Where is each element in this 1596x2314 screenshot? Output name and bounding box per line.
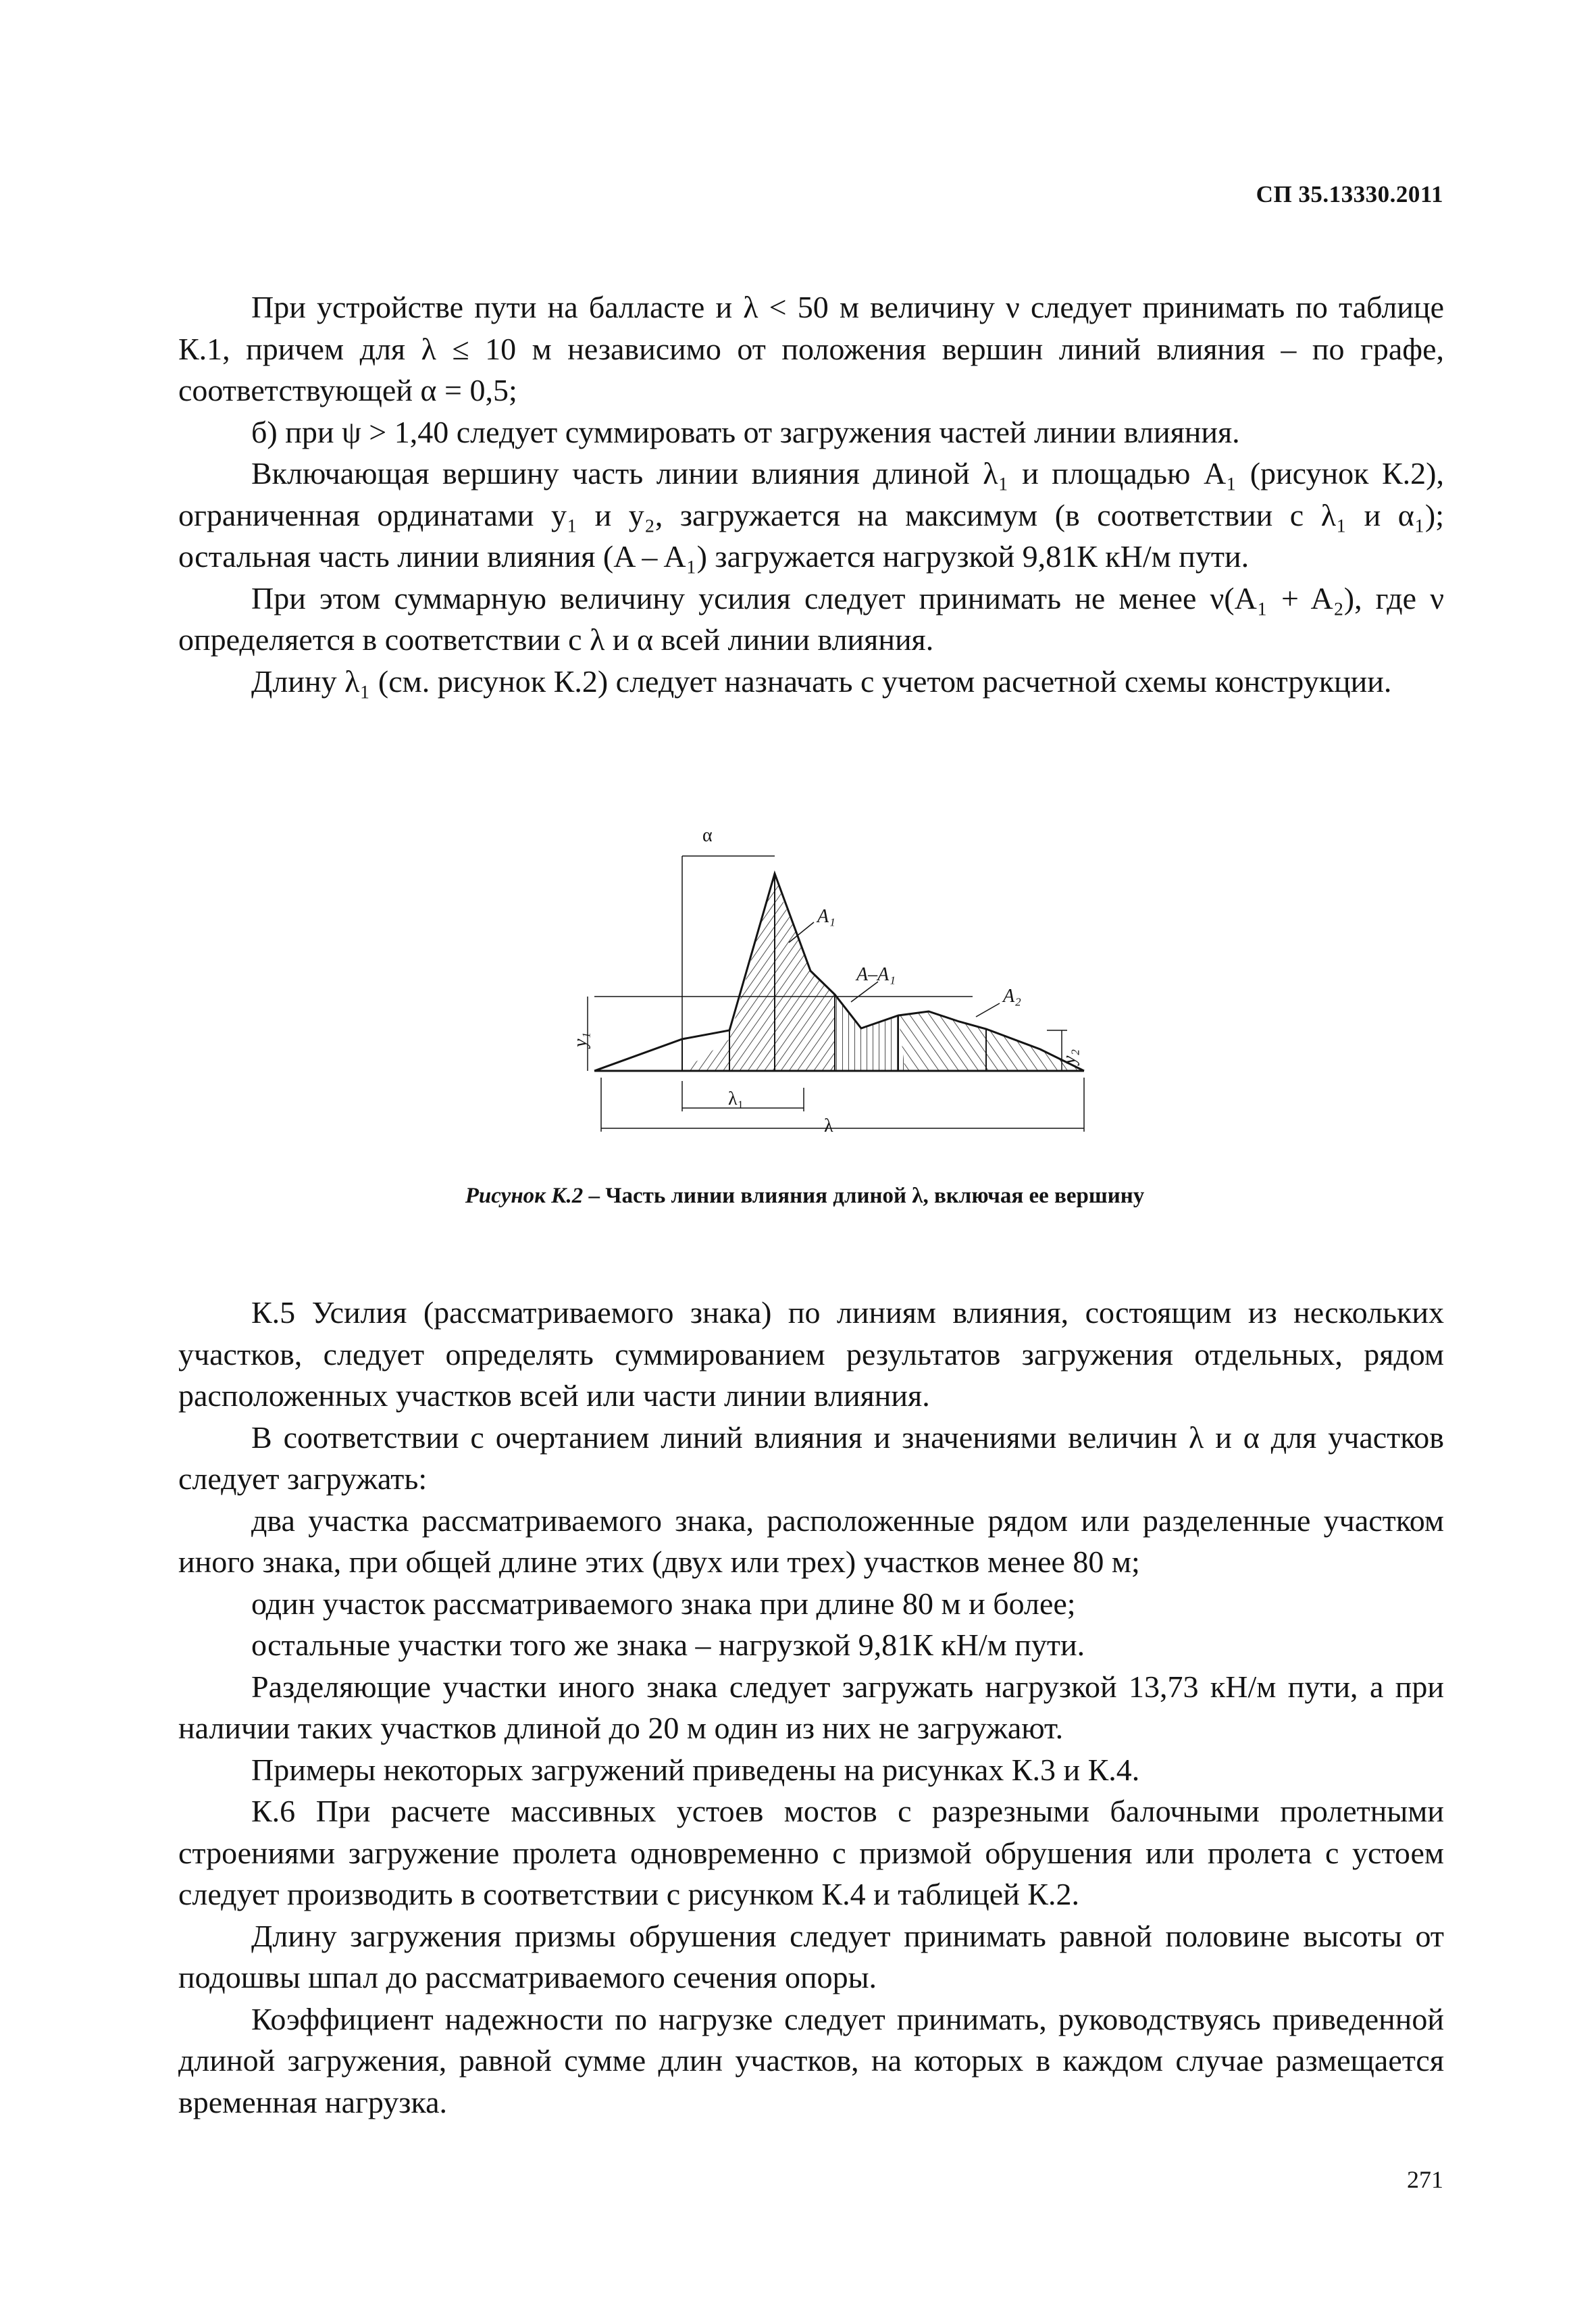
label-y1: y₁ <box>570 1032 591 1047</box>
paragraph: два участка рассматриваемого знака, расположенные рядом или разделенные участком иного знака, при общей длине этих (двух или трех) участков менее 80 м; <box>178 1503 1444 1579</box>
paragraph: При этом суммарную величину усилия следует принимать не менее ν(A₁ + A₂), где ν определяется в соответствии с λ и α всей линии влияния. <box>178 580 1444 657</box>
area-a-minus-a1 <box>835 995 905 1071</box>
body-text <box>178 1292 1444 2123</box>
paragraph: Разделяющие участки иного знака следует загружать нагрузкой 13,73 кН/м пути, а при наличии таких участков длиной до 20 м один из них не загружают. <box>178 1669 1444 1745</box>
area-a1-left <box>682 874 775 1071</box>
paragraph: остальные участки того же знака – нагрузкой 9,81К кН/м пути. <box>251 1628 1085 1662</box>
page-number: 271 <box>1407 2166 1443 2193</box>
area-a2 <box>898 1011 1084 1071</box>
area-a1-right <box>775 874 835 1071</box>
label-lambda: λ <box>824 1115 833 1136</box>
label-a1: A₁ <box>817 906 835 927</box>
paragraph: Коэффициент надежности по нагрузке следует принимать, руководствуясь приведенной длиной загружения, равной сумме длин участков, на которых в каждом случае размещается временная нагрузка. <box>178 2001 1444 2119</box>
paragraph: Длину загружения призмы обрушения следует принимать равной половине высоты от подошвы шпал до рассматриваемого сечения опоры. <box>178 1918 1444 1994</box>
paragraph: К.5 Усилия (рассматриваемого знака) по линиям влияния, состоящим из нескольких участков, следует определять суммированием результатов загружения отдельных, рядом расположенных участков всей или части линии влияния. <box>178 1295 1444 1413</box>
paragraph: б) при ψ > 1,40 следует суммировать от загружения частей линии влияния. <box>251 414 1240 449</box>
paragraph: К.6 При расчете массивных устоев мостов с разрезными балочными пролетными строениями загружение пролета одновременно с призмой обрушения или пролета с устоем следует производить в соответствии с рисунком К.4 и таблицей К.2. <box>178 1794 1444 1911</box>
intro-text <box>178 286 1444 702</box>
paragraph: При устройстве пути на балласте и λ < 50 м величину ν следует принимать по таблице К.1, причем для λ ≤ 10 м независимо от положения вершин линий влияния – по графе, соответствующей α = 0,5; <box>178 290 1444 407</box>
influence-line-figure <box>570 814 1094 1138</box>
label-alpha: α <box>702 825 713 846</box>
figure-caption-text: – Часть линии влияния длиной λ, включая ее вершину <box>583 1184 1145 1208</box>
label-y2: y₂ <box>1059 1049 1080 1064</box>
paragraph: один участок рассматриваемого знака при длине 80 м и более; <box>251 1586 1076 1621</box>
label-a2: A₂ <box>1003 986 1021 1007</box>
paragraph: Длину λ₁ (см. рисунок К.2) следует назначать с учетом расчетной схемы конструкции. <box>251 663 1392 699</box>
figure-caption <box>0 1184 1596 1209</box>
label-a-minus-a1: A–A₁ <box>856 964 896 985</box>
paragraph: В соответствии с очертанием линий влияния и значениями величин λ и α для участков следует загружать: <box>178 1419 1444 1496</box>
figure-caption-label: Рисунок К.2 <box>465 1184 584 1208</box>
paragraph: Примеры некоторых загружений приведены на рисунках К.3 и К.4. <box>251 1752 1140 1787</box>
label-lambda1: λ₁ <box>728 1088 744 1109</box>
a2-leader <box>976 1003 1000 1017</box>
paragraph: Включающая вершину часть линии влияния длиной λ₁ и площадью A₁ (рисунок К.2), ограниченная ординатами y₁ и y₂, загружается на максимум (в соответствии с λ₁ и α₁); остальная часть линии влияния (A – A₁) загружается нагрузкой 9,81К кН/м пути. <box>178 456 1444 574</box>
document-code-header: СП 35.13330.2011 <box>1256 181 1443 207</box>
